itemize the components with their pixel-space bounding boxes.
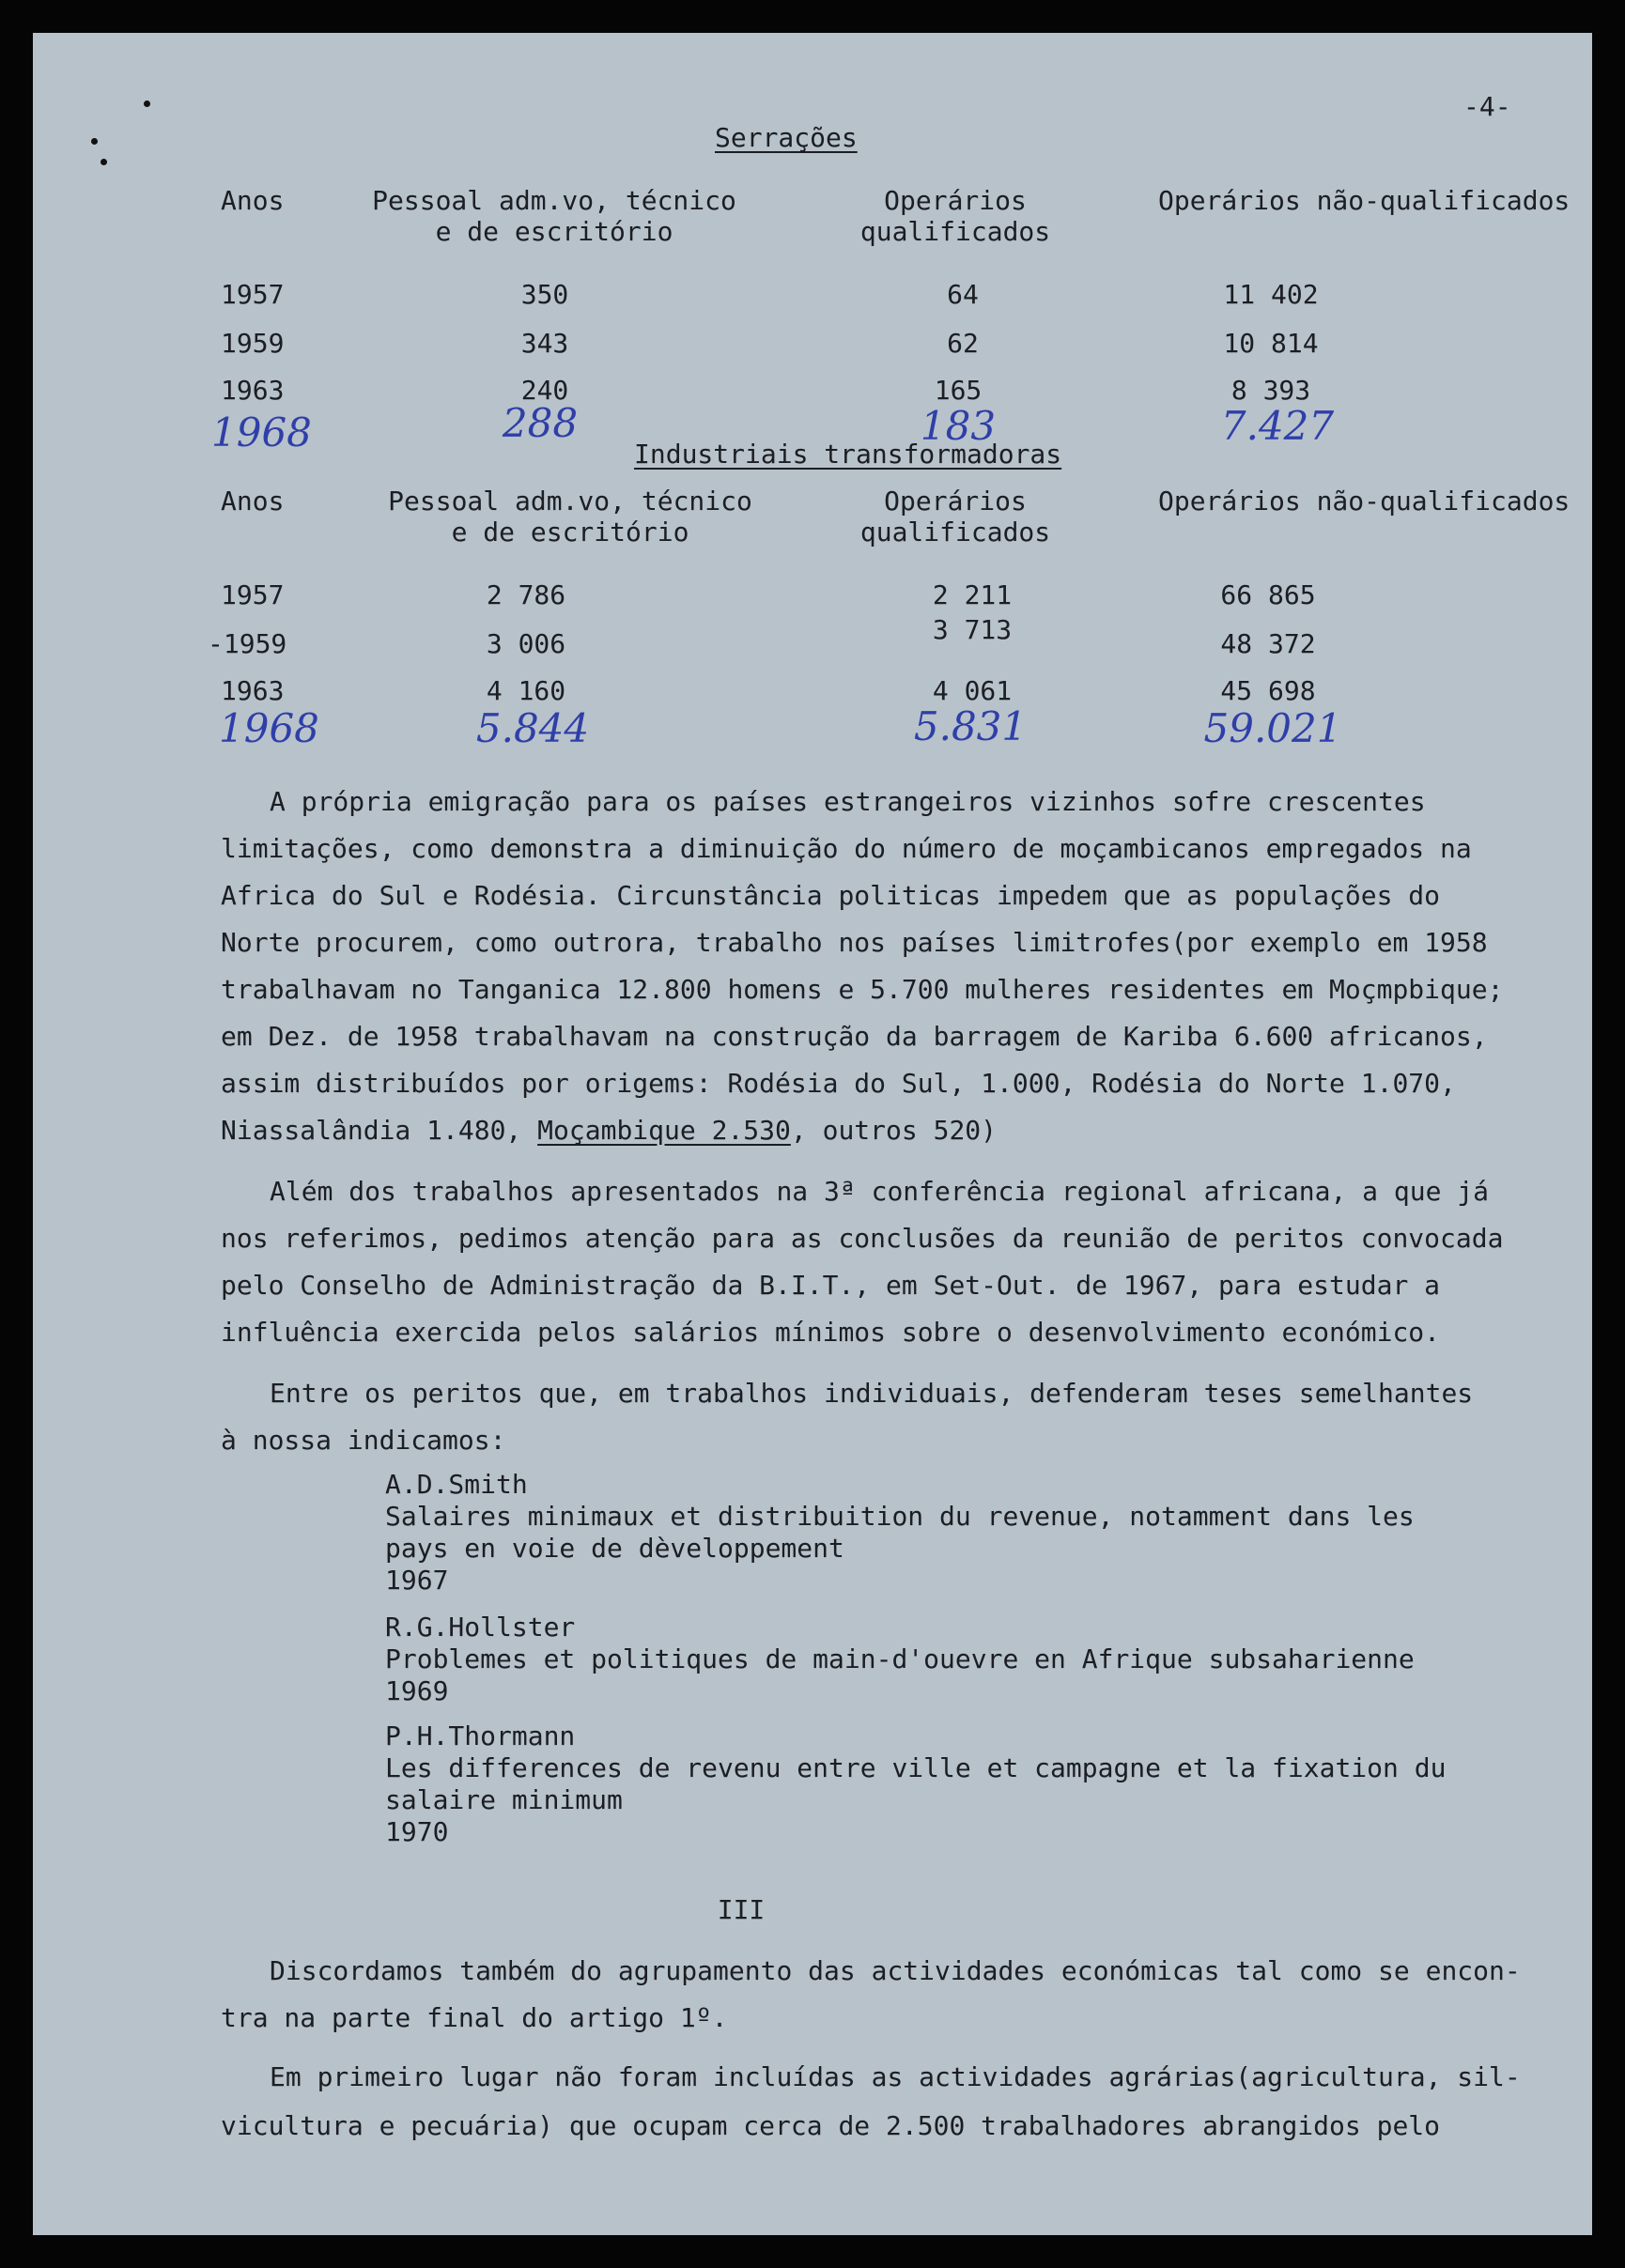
table-cell: 1963 — [221, 375, 285, 406]
paragraph-line: Entre os peritos que, em trabalhos individuais, defenderam teses semelhantes — [270, 1378, 1474, 1409]
section-title-serracoes: Serrações — [715, 122, 858, 153]
reference-title: Salaires minimaux et distribuition du revenue, notamment dans les — [385, 1501, 1415, 1532]
table-cell: 8 393 — [1230, 375, 1311, 406]
table-cell: 4 160 — [486, 675, 566, 706]
table-cell: 165 — [934, 375, 983, 406]
col-header-pessoal-2: e de escritório — [451, 517, 689, 548]
reference-year: 1969 — [385, 1675, 449, 1706]
reference-author: R.G.Hollster — [385, 1612, 576, 1643]
paragraph-line: trabalhavam no Tanganica 12.800 homens e 5.700 mulheres residentes em Moçmpbique; — [221, 974, 1504, 1005]
paragraph-line: Norte procurem, como outrora, trabalho nos países limitrofes(por exemplo em 1958 — [221, 927, 1488, 958]
col-header-pessoal-2: e de escritório — [435, 216, 673, 247]
table-cell: 48 372 — [1220, 628, 1316, 659]
reference-year: 1970 — [385, 1816, 449, 1847]
handwritten-value: 288 — [502, 400, 579, 446]
paragraph-line: A própria emigração para os países estrangeiros vizinhos sofre crescentes — [270, 786, 1426, 817]
col-header-qualificados-2: qualificados — [859, 517, 1051, 548]
col-header-anos: Anos — [221, 486, 285, 517]
paragraph-text: Niassalândia 1.480, — [221, 1115, 538, 1146]
col-header-anos: Anos — [221, 185, 285, 216]
handwritten-year: 1968 — [211, 409, 312, 455]
handwritten-value: 5.831 — [913, 703, 1028, 749]
table-cell: 10 814 — [1223, 328, 1319, 359]
handwritten-year: 1968 — [219, 705, 319, 751]
paragraph-line: nos referimos, pedimos atenção para as conclusões da reunião de peritos convocada — [221, 1223, 1504, 1254]
table-cell: 240 — [520, 375, 569, 406]
paragraph-line: à nossa indicamos: — [221, 1425, 506, 1456]
paragraph-line: limitações, como demonstra a diminuição do número de moçambicanos empregados na — [221, 833, 1472, 864]
paragraph-line: em Dez. de 1958 trabalhavam na construção da barragem de Kariba 6.600 africanos, — [221, 1021, 1488, 1052]
table-cell: 11 402 — [1223, 279, 1319, 310]
table-cell: 1957 — [221, 579, 285, 610]
paragraph-line: influência exercida pelos salários mínimos sobre o desenvolvimento económico. — [221, 1317, 1441, 1348]
reference-year: 1967 — [385, 1565, 449, 1596]
table-cell: 3 006 — [486, 628, 566, 659]
table-cell: 66 865 — [1220, 579, 1316, 610]
table-cell: -1959 — [208, 628, 287, 659]
paragraph-line: assim distribuídos por origems: Rodésia do Sul, 1.000, Rodésia do Norte 1.070, — [221, 1068, 1456, 1099]
paragraph-line: Além dos trabalhos apresentados na 3ª conferência regional africana, a que já — [270, 1176, 1490, 1207]
table-cell: 343 — [520, 328, 569, 359]
table-cell: 2 786 — [486, 579, 566, 610]
col-header-pessoal: Pessoal adm.vo, técnico — [372, 185, 736, 216]
table-cell: 1963 — [221, 675, 285, 706]
section-heading-iii: III — [717, 1894, 766, 1925]
table-cell: 3 713 — [932, 614, 1013, 645]
document-page — [33, 33, 1592, 2235]
col-header-qualificados: Operários — [884, 185, 1027, 216]
handwritten-value: 7.427 — [1220, 403, 1335, 449]
table-cell: 4 061 — [932, 675, 1013, 706]
paper-speck — [144, 100, 150, 107]
col-header-nao-qualificados: Operários não-qualificados — [1158, 185, 1571, 216]
paper-speck — [101, 159, 107, 165]
col-header-pessoal: Pessoal adm.vo, técnico — [388, 486, 752, 517]
section-title-industriais: Industriais transformadoras — [634, 439, 1062, 470]
reference-title: salaire minimum — [385, 1784, 623, 1815]
paragraph-line — [221, 1115, 998, 1146]
page-number: -4- — [1463, 91, 1511, 122]
paragraph-line: vicultura e pecuária) que ocupam cerca de 2.500 trabalhadores abrangidos pelo — [221, 2110, 1441, 2141]
col-header-qualificados-2: qualificados — [859, 216, 1051, 247]
paragraph-line: Africa do Sul e Rodésia. Circunstância politicas impedem que as populações do — [221, 880, 1441, 911]
handwritten-value: 59.021 — [1203, 705, 1342, 751]
table-cell: 350 — [520, 279, 569, 310]
reference-author: P.H.Thormann — [385, 1720, 576, 1751]
paragraph-line: pelo Conselho de Administração da B.I.T., em Set-Out. de 1967, para estudar a — [221, 1270, 1441, 1301]
table-cell: 62 — [947, 328, 979, 359]
col-header-qualificados: Operários — [884, 486, 1027, 517]
paper-speck — [91, 138, 98, 145]
reference-title: Les differences de revenu entre ville et campagne et la fixation du — [385, 1752, 1447, 1783]
underlined-text: Moçambique 2.530 — [537, 1115, 791, 1146]
handwritten-value: 5.844 — [475, 705, 590, 751]
paragraph-text: , outros 520) — [790, 1115, 998, 1146]
reference-author: A.D.Smith — [385, 1469, 528, 1500]
table-cell: 45 698 — [1220, 675, 1316, 706]
table-cell: 64 — [947, 279, 979, 310]
table-cell: 2 211 — [932, 579, 1013, 610]
reference-title: Problemes et politiques de main-d'ouevre en Afrique subsaharienne — [385, 1643, 1415, 1674]
col-header-nao-qualificados: Operários não-qualificados — [1158, 486, 1571, 517]
table-cell: 1959 — [221, 328, 285, 359]
paragraph-line: Em primeiro lugar não foram incluídas as actividades agrárias(agricultura, sil- — [270, 2061, 1521, 2092]
reference-title: pays en voie de dèveloppement — [385, 1533, 844, 1564]
paragraph-line: tra na parte final do artigo 1º. — [221, 2002, 728, 2033]
handwritten-value: 183 — [920, 403, 997, 449]
table-cell: 1957 — [221, 279, 285, 310]
paragraph-line: Discordamos também do agrupamento das actividades económicas tal como se encon- — [270, 1955, 1521, 1986]
